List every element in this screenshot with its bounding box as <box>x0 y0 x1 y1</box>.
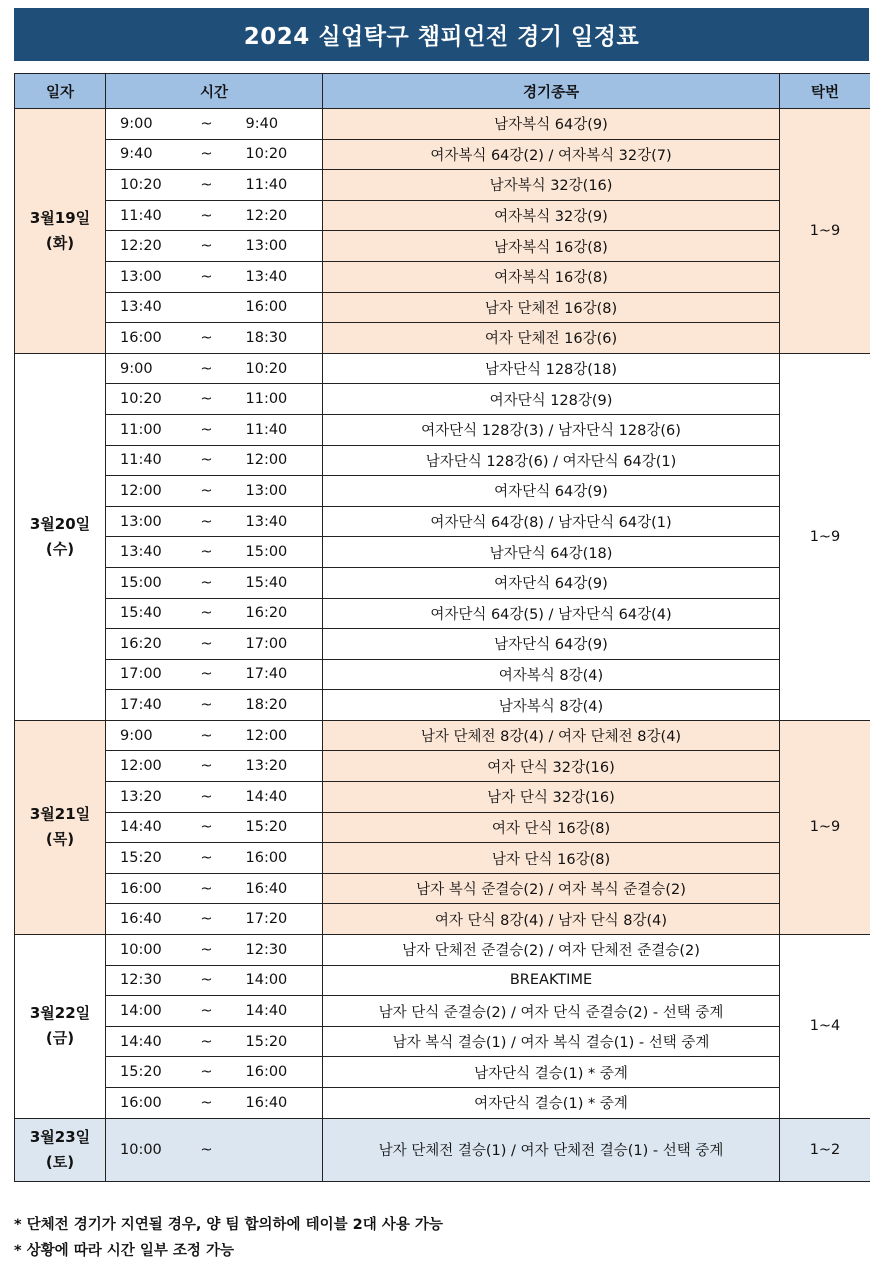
time-separator: ~ <box>190 353 224 384</box>
end-time: 13:20 <box>224 751 323 782</box>
start-time: 9:00 <box>106 353 190 384</box>
time-separator: ~ <box>190 782 224 813</box>
schedule-body <box>15 109 870 1182</box>
start-time: 9:40 <box>106 139 190 170</box>
schedule-row <box>15 996 870 1027</box>
event-name: 남자단식 128강(6) / 여자단식 64강(1) <box>323 445 780 476</box>
event-name: 여자 단체전 16강(6) <box>323 323 780 354</box>
schedule-row <box>15 935 870 966</box>
start-time: 16:40 <box>106 904 190 935</box>
date-day: 3월21일 <box>29 805 91 824</box>
header-time: 시간 <box>106 74 323 109</box>
notes <box>14 1212 443 1264</box>
time-separator: ~ <box>190 720 224 751</box>
start-time: 13:20 <box>106 782 190 813</box>
event-name: 여자 단식 32강(16) <box>323 751 780 782</box>
schedule-row <box>15 476 870 507</box>
end-time: 18:30 <box>224 323 323 354</box>
event-name: 여자 단식 16강(8) <box>323 812 780 843</box>
time-separator: ~ <box>190 567 224 598</box>
start-time: 10:20 <box>106 170 190 201</box>
time-separator: ~ <box>190 1057 224 1088</box>
schedule-row <box>15 751 870 782</box>
event-name: 여자단식 결승(1) * 중계 <box>323 1088 780 1119</box>
start-time: 12:00 <box>106 476 190 507</box>
start-time: 12:00 <box>106 751 190 782</box>
start-time: 15:00 <box>106 567 190 598</box>
schedule-row <box>15 384 870 415</box>
time-separator: ~ <box>190 384 224 415</box>
end-time: 10:20 <box>224 139 323 170</box>
end-time: 13:40 <box>224 261 323 292</box>
start-time: 12:20 <box>106 231 190 262</box>
start-time: 11:00 <box>106 414 190 445</box>
date-day: 3월19일 <box>29 208 91 227</box>
event-name: 남자 복식 결승(1) / 여자 복식 결승(1) - 선택 중계 <box>323 1026 780 1057</box>
start-time: 17:00 <box>106 659 190 690</box>
schedule-row <box>15 873 870 904</box>
event-name: 남자단식 64강(9) <box>323 629 780 660</box>
date-cell <box>15 1118 106 1181</box>
schedule-row <box>15 843 870 874</box>
start-time: 13:40 <box>106 537 190 568</box>
end-time: 14:00 <box>224 965 323 996</box>
end-time: 16:20 <box>224 598 323 629</box>
schedule-table <box>14 73 870 1182</box>
time-separator: ~ <box>190 873 224 904</box>
end-time: 16:00 <box>224 1057 323 1088</box>
event-name: 여자 단식 8강(4) / 남자 단식 8강(4) <box>323 904 780 935</box>
end-time: 11:40 <box>224 170 323 201</box>
event-name: 남자 복식 준결승(2) / 여자 복식 준결승(2) <box>323 873 780 904</box>
start-time: 14:40 <box>106 1026 190 1057</box>
time-separator: ~ <box>190 935 224 966</box>
date-day: 3월22일 <box>29 1004 91 1023</box>
end-time: 15:20 <box>224 1026 323 1057</box>
schedule-row <box>15 567 870 598</box>
start-time: 17:40 <box>106 690 190 721</box>
date-weekday: (토) <box>45 1152 75 1171</box>
start-time: 10:00 <box>106 1118 190 1181</box>
start-time: 13:40 <box>106 292 190 323</box>
event-name: 남자 단체전 16강(8) <box>323 292 780 323</box>
date-weekday: (목) <box>45 830 75 849</box>
end-time: 13:00 <box>224 476 323 507</box>
start-time: 9:00 <box>106 109 190 140</box>
time-separator: ~ <box>190 659 224 690</box>
table-numbers: 1~9 <box>780 353 870 720</box>
start-time: 11:40 <box>106 445 190 476</box>
event-name: 남자 단체전 준결승(2) / 여자 단체전 준결승(2) <box>323 935 780 966</box>
start-time: 12:30 <box>106 965 190 996</box>
date-weekday: (화) <box>45 233 75 252</box>
time-separator: ~ <box>190 323 224 354</box>
schedule-row <box>15 261 870 292</box>
time-separator <box>190 292 224 323</box>
end-time: 16:00 <box>224 292 323 323</box>
event-name: 남자 단체전 8강(4) / 여자 단체전 8강(4) <box>323 720 780 751</box>
end-time: 12:30 <box>224 935 323 966</box>
time-separator: ~ <box>190 751 224 782</box>
event-name: 여자복식 16강(8) <box>323 261 780 292</box>
start-time: 14:40 <box>106 812 190 843</box>
end-time: 16:00 <box>224 843 323 874</box>
schedule-row <box>15 690 870 721</box>
time-separator: ~ <box>190 139 224 170</box>
date-cell <box>15 720 106 934</box>
end-time: 16:40 <box>224 1088 323 1119</box>
end-time <box>224 1118 323 1181</box>
event-name: 남자단식 64강(18) <box>323 537 780 568</box>
schedule-row <box>15 1088 870 1119</box>
event-name: 여자단식 64강(9) <box>323 567 780 598</box>
start-time: 16:20 <box>106 629 190 660</box>
date-cell <box>15 935 106 1119</box>
schedule-row <box>15 506 870 537</box>
end-time: 14:40 <box>224 782 323 813</box>
end-time: 12:20 <box>224 200 323 231</box>
schedule-row <box>15 231 870 262</box>
start-time: 16:00 <box>106 1088 190 1119</box>
event-name: 여자복식 32강(9) <box>323 200 780 231</box>
end-time: 9:40 <box>224 109 323 140</box>
schedule-row <box>15 1026 870 1057</box>
start-time: 15:40 <box>106 598 190 629</box>
schedule-row <box>15 292 870 323</box>
time-separator: ~ <box>190 1088 224 1119</box>
schedule-title: 2024 실업탁구 챔피언전 경기 일정표 <box>14 8 869 61</box>
start-time: 10:20 <box>106 384 190 415</box>
event-name: 남자 단체전 결승(1) / 여자 단체전 결승(1) - 선택 중계 <box>323 1118 780 1181</box>
schedule-row <box>15 720 870 751</box>
table-numbers: 1~9 <box>780 720 870 934</box>
event-name: 남자복식 16강(8) <box>323 231 780 262</box>
time-separator: ~ <box>190 843 224 874</box>
time-separator: ~ <box>190 414 224 445</box>
table-numbers: 1~4 <box>780 935 870 1119</box>
schedule-row <box>15 200 870 231</box>
event-name: 여자단식 128강(3) / 남자단식 128강(6) <box>323 414 780 445</box>
end-time: 17:20 <box>224 904 323 935</box>
end-time: 16:40 <box>224 873 323 904</box>
event-name: 여자복식 64강(2) / 여자복식 32강(7) <box>323 139 780 170</box>
start-time: 11:40 <box>106 200 190 231</box>
schedule-row <box>15 323 870 354</box>
time-separator: ~ <box>190 690 224 721</box>
time-separator: ~ <box>190 506 224 537</box>
event-name: 여자단식 64강(5) / 남자단식 64강(4) <box>323 598 780 629</box>
start-time: 14:00 <box>106 996 190 1027</box>
schedule-row <box>15 353 870 384</box>
end-time: 15:40 <box>224 567 323 598</box>
event-name: BREAKTIME <box>323 965 780 996</box>
event-name: 여자단식 64강(8) / 남자단식 64강(1) <box>323 506 780 537</box>
end-time: 15:00 <box>224 537 323 568</box>
event-name: 남자 단식 32강(16) <box>323 782 780 813</box>
schedule-row <box>15 782 870 813</box>
time-separator: ~ <box>190 109 224 140</box>
event-name: 여자단식 64강(9) <box>323 476 780 507</box>
date-weekday: (금) <box>45 1029 75 1048</box>
start-time: 13:00 <box>106 261 190 292</box>
time-separator: ~ <box>190 537 224 568</box>
start-time: 9:00 <box>106 720 190 751</box>
event-name: 남자복식 8강(4) <box>323 690 780 721</box>
end-time: 11:40 <box>224 414 323 445</box>
event-name: 남자복식 32강(16) <box>323 170 780 201</box>
time-separator: ~ <box>190 261 224 292</box>
schedule-row <box>15 659 870 690</box>
schedule-row <box>15 109 870 140</box>
end-time: 17:00 <box>224 629 323 660</box>
time-separator: ~ <box>190 629 224 660</box>
date-day: 3월23일 <box>29 1127 91 1146</box>
event-name: 남자 단식 준결승(2) / 여자 단식 준결승(2) - 선택 중계 <box>323 996 780 1027</box>
start-time: 13:00 <box>106 506 190 537</box>
schedule-row <box>15 1118 870 1181</box>
schedule-row <box>15 1057 870 1088</box>
end-time: 10:20 <box>224 353 323 384</box>
end-time: 13:00 <box>224 231 323 262</box>
schedule-row <box>15 445 870 476</box>
schedule-row <box>15 965 870 996</box>
event-name: 남자 단식 16강(8) <box>323 843 780 874</box>
header-event: 경기종목 <box>323 74 780 109</box>
time-separator: ~ <box>190 231 224 262</box>
schedule-row <box>15 537 870 568</box>
start-time: 16:00 <box>106 323 190 354</box>
time-separator: ~ <box>190 476 224 507</box>
end-time: 11:00 <box>224 384 323 415</box>
time-separator: ~ <box>190 904 224 935</box>
event-name: 여자단식 128강(9) <box>323 384 780 415</box>
start-time: 10:00 <box>106 935 190 966</box>
time-separator: ~ <box>190 812 224 843</box>
time-separator: ~ <box>190 170 224 201</box>
start-time: 15:20 <box>106 1057 190 1088</box>
date-day: 3월20일 <box>29 514 91 533</box>
schedule-row <box>15 170 870 201</box>
table-numbers: 1~2 <box>780 1118 870 1181</box>
date-cell <box>15 109 106 354</box>
event-name: 여자복식 8강(4) <box>323 659 780 690</box>
event-name: 남자복식 64강(9) <box>323 109 780 140</box>
schedule-row <box>15 598 870 629</box>
table-numbers: 1~9 <box>780 109 870 354</box>
end-time: 15:20 <box>224 812 323 843</box>
header-row <box>15 74 870 109</box>
end-time: 17:40 <box>224 659 323 690</box>
header-tables: 탁번 <box>780 74 870 109</box>
schedule-row <box>15 812 870 843</box>
end-time: 12:00 <box>224 445 323 476</box>
time-separator: ~ <box>190 200 224 231</box>
end-time: 13:40 <box>224 506 323 537</box>
note-line: * 단체전 경기가 지연될 경우, 양 팀 합의하에 테이블 2대 사용 가능 <box>14 1217 443 1233</box>
event-name: 남자단식 128강(18) <box>323 353 780 384</box>
end-time: 14:40 <box>224 996 323 1027</box>
schedule-row <box>15 139 870 170</box>
schedule-row <box>15 629 870 660</box>
schedule-row <box>15 904 870 935</box>
time-separator: ~ <box>190 598 224 629</box>
header-date: 일자 <box>15 74 106 109</box>
start-time: 16:00 <box>106 873 190 904</box>
note-line: * 상황에 따라 시간 일부 조정 가능 <box>14 1243 234 1259</box>
time-separator: ~ <box>190 445 224 476</box>
event-name: 남자단식 결승(1) * 중계 <box>323 1057 780 1088</box>
start-time: 15:20 <box>106 843 190 874</box>
end-time: 18:20 <box>224 690 323 721</box>
schedule-row <box>15 414 870 445</box>
time-separator: ~ <box>190 996 224 1027</box>
time-separator: ~ <box>190 1118 224 1181</box>
date-cell <box>15 353 106 720</box>
time-separator: ~ <box>190 965 224 996</box>
end-time: 12:00 <box>224 720 323 751</box>
date-weekday: (수) <box>45 539 75 558</box>
time-separator: ~ <box>190 1026 224 1057</box>
